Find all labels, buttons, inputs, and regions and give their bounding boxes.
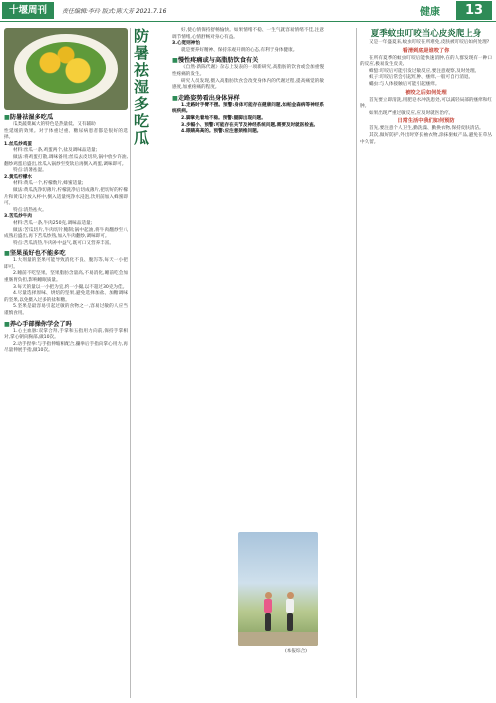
page-header <box>0 0 496 22</box>
subheading: 日常生活中我们如何预防 <box>397 118 455 125</box>
article-title: 夏季蚊虫叮咬当心皮炎爬上身 <box>370 29 482 39</box>
paragraph: 2.脚掌先着地不稳。预警:腿脚出现问题。 <box>181 115 266 121</box>
paragraph: 特点:清暑祛湿。 <box>13 168 47 174</box>
title-block <box>132 28 168 178</box>
paragraph: 特点:清热祛火。 <box>13 207 47 213</box>
paragraph: 做法:将鸡蛋打散,调味备用;丝瓜去皮切块,锅中放少许油,翻炒鸡蛋后盛出,丝瓜入锅炒至变软后再倒入鸡蛋,调味即可。 <box>4 154 128 167</box>
source-note: (本报综合) <box>285 649 307 654</box>
paragraph: 又是一年盛夏来,蚊虫叮咬在所难免,皮肤被叮咬后如何处理? <box>369 40 490 45</box>
paragraph: 2.动手捏拳:与手指伸缩相配合,攥拳后手指向掌心用力,再尽量伸展手指,做10次。 <box>4 341 128 354</box>
subheading: 看清到底是谁咬了你 <box>402 47 450 54</box>
paragraph: 首先要立即清洗,用肥皂水冲洗患处,可以减轻局部的瘙痒和红肿。 <box>360 97 492 110</box>
paragraph: 材料:黄瓜一个,柠檬数片,蜂蜜适量; <box>13 181 84 187</box>
paragraph: 特点:苦瓜清热,牛肉补中益气,既可口又营养丰富。 <box>13 240 114 246</box>
section-heading: ■走路姿势看出身体异样 <box>172 94 240 102</box>
paragraph: 材料:丝瓜一条,鸡蛋两个,盐及调味品适量; <box>13 148 98 154</box>
recipe-title: 3.苦瓜炒牛肉 <box>4 214 32 220</box>
paragraph: 材料:苦瓜一条,牛肉250克,调味品适量; <box>13 220 93 226</box>
article-title: 防暑祛湿多吃瓜 <box>132 28 150 147</box>
paragraph: 其次,做好防护,外出时穿长袖衣物,涂抹驱蚊产品,避免在草丛中久留。 <box>360 132 492 145</box>
paragraph: 3.步幅小、预警:可能存在关节及神经系统问题,需要及时就医检查。 <box>181 122 319 128</box>
section-heading: ■慢性疼痛或与高脂肪饮食有关 <box>172 57 259 65</box>
column-divider <box>356 28 357 698</box>
paragraph: 瓜类蔬菜属大的特色是热量低、又有辅助 <box>13 122 96 127</box>
jogging-couple-photo <box>238 532 318 646</box>
editor-credits: 责任编辑:李玲 版式:陈大芳 2021.7.16 <box>62 8 167 15</box>
paragraph: 就是要养好精神、保持乐观开朗的心态,有利于身体健康。 <box>181 47 298 53</box>
page-number: 13 <box>456 1 492 20</box>
luffa-egg-dish-photo <box>4 28 128 110</box>
paragraph: 3.每天的量以一小把为宜,约一小撮,以不超过30克为佳。 <box>13 284 128 290</box>
paragraph: 1.大剂量的坚果可能导致消化不良、腹泻等,每天一小把即可。 <box>4 258 128 270</box>
section-heading: ■坚果虽好也不能多吃 <box>4 250 66 258</box>
paragraph: 如果出现严重过敏反应,应及时就医治疗。 <box>369 110 454 116</box>
paragraph: 1.心主血脉:双掌合拜,手掌和五指用力向前,保持手掌相对,掌心朝向胸部,做10次。 <box>4 328 128 341</box>
paragraph: 蜂蜇:叮咬后可能引发过敏反应,要注意观察,及时处理。 <box>369 68 480 74</box>
paragraph: 2.睡前不吃坚果。坚果脂肪含量高,不易消化,睡前吃会加重肠胃负担,影响睡眠质量。 <box>4 271 128 284</box>
paragraph: 做法:苦瓜切片,牛肉切片腌制;锅中起油,将牛肉翻炒至八成熟后盛出,再下苦瓜炒熟,加入牛肉翻炒,调味即可。 <box>4 227 128 240</box>
right-column <box>360 28 492 146</box>
recipe-title: 2.黄瓜柠檬水 <box>4 174 32 180</box>
middle-column <box>172 28 324 136</box>
paragraph: 首先,要注意个人卫生,勤洗澡、勤换衣物,保持皮肤清洁。 <box>369 126 484 132</box>
paragraph: 5.坚果是最容易引起过敏的食物之一,容易过敏的人应当谨慎食用。 <box>4 304 128 317</box>
section-title: 健康 <box>420 7 440 18</box>
paragraph: 1.走路时手臂不摆。预警:身体可能存在健康问题,如帕金森病等神经系统疾病。 <box>172 102 324 115</box>
paragraph: 研究人员发现,摄入高脂肪饮食会改变身体内的代谢过程,提高痛觉的敏感度,加重疼痛的程度。 <box>172 78 324 91</box>
paragraph: 做法:黄瓜洗净切薄片,柠檬洗净后切成薄片,把切好的柠檬片和黄瓜片放入杯中,倒入适量纯净水浸泡,饮用前加入蜂蜜即可。 <box>4 187 128 207</box>
section-heading: ■防暑祛湿多吃瓜 <box>4 114 54 121</box>
paragraph: 在所有夏季的蚊虫叮咬后能快速消肿,在的人群发现有一种口的反应,极易发生皮炎, <box>360 55 492 68</box>
paragraph: 4.眼睛高高的。预警:应注意颈椎问题。 <box>181 129 262 135</box>
subheading: 被咬之后如何处理 <box>405 89 447 96</box>
paragraph: 性延缓的效果。对于体重过重、糖尿病患者都是很好的选择。 <box>4 128 128 141</box>
paragraph: 蟎虫:与人体接触后可能引起瘙痒。 <box>369 81 440 87</box>
column-divider <box>130 28 131 698</box>
paragraph: 《自然·新陈代谢》杂志上发表的一项新研究,高脂肪的饮食或会加重慢性疼痛的发生。 <box>172 65 324 77</box>
paragraph: 蚁子:叮咬后常会引起红肿、瘙痒,一般可自行消退。 <box>369 75 474 81</box>
subheading: 3.心宽则神怡 <box>172 41 200 47</box>
paragraph: 4.尽量选择原味、烘焙的坚果,避免选择加盐、加糖调味的坚果,以免摄入过多的盐和糖。 <box>4 291 128 303</box>
recipe-title: 1.丝瓜炒鸡蛋 <box>4 141 32 147</box>
paragraph: 好,使心情保持舒畅愉快。如果情绪不稳、一生气就容易情绪不佳,注意调节情绪,心情舒畅对身心有益。 <box>172 28 324 40</box>
newspaper-brand: 十堰周刊 <box>2 2 54 19</box>
section-heading: ■养心手部操你学会了吗 <box>4 320 72 328</box>
left-column <box>4 28 128 355</box>
